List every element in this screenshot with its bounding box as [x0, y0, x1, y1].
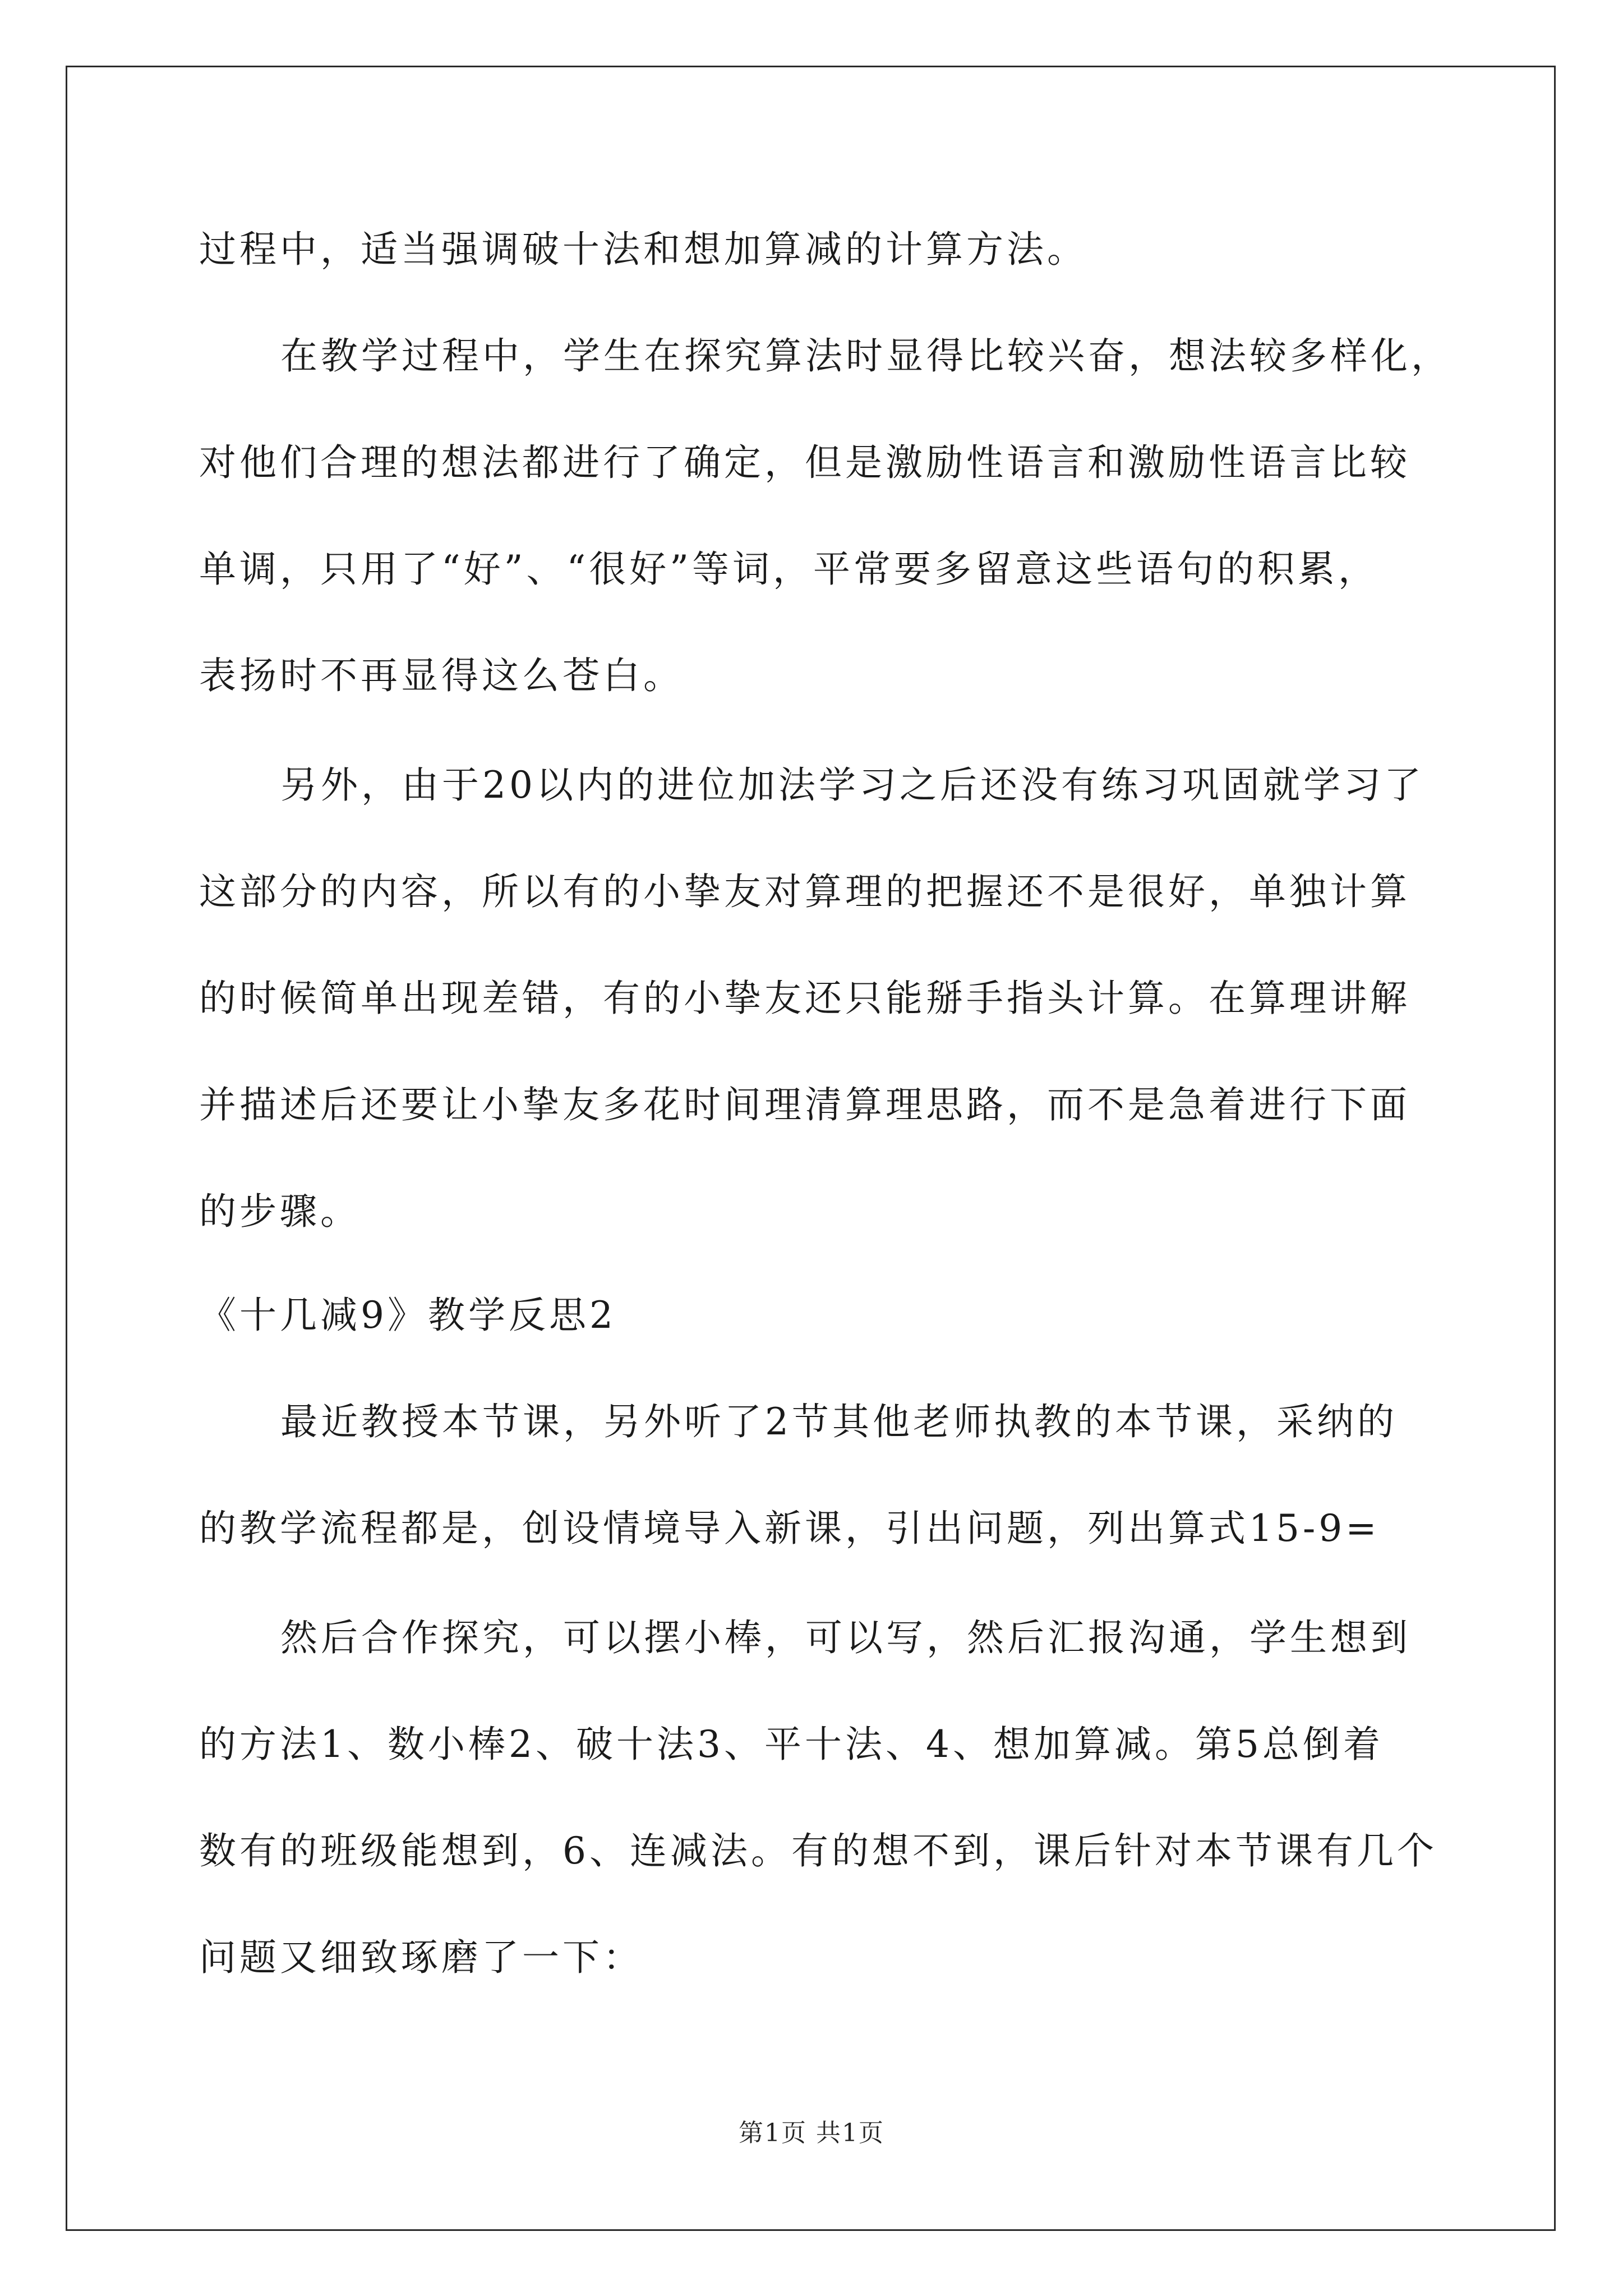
text-line: 另外，由于20以内的进位加法学习之后还没有练习巩固就学习了 [280, 763, 1424, 807]
section-heading: 《十几减9》教学反思2 [199, 1294, 616, 1337]
text-line: 在教学过程中，学生在探究算法时显得比较兴奋，想法较多样化， [280, 334, 1451, 378]
text-line: 表扬时不再显得这么苍白。 [199, 654, 684, 697]
text-line: 问题又细致琢磨了一下： [199, 1936, 643, 1979]
text-line: 的步骤。 [199, 1190, 361, 1233]
text-line: 数有的班级能想到，6、连减法。有的想不到，课后针对本节课有几个 [199, 1829, 1437, 1872]
page-border [66, 66, 1556, 2231]
text-line: 的教学流程都是，创设情境导入新课，引出问题，列出算式15-9= [199, 1507, 1380, 1550]
page-footer: 第1页 共1页 [739, 2119, 884, 2147]
text-line: 对他们合理的想法都进行了确定，但是激励性语言和激励性语言比较 [199, 441, 1410, 484]
text-line: 然后合作探究，可以摆小棒，可以写，然后汇报沟通，学生想到 [280, 1616, 1411, 1659]
text-line: 最近教授本节课，另外听了2节其他老师执教的本节课，采纳的 [280, 1400, 1398, 1443]
text-line: 这部分的内容，所以有的小挚友对算理的把握还不是很好，单独计算 [199, 870, 1410, 913]
text-line: 的时候简单出现差错，有的小挚友还只能掰手指头计算。在算理讲解 [199, 977, 1410, 1020]
text-line: 并描述后还要让小挚友多花时间理清算理思路，而不是急着进行下面 [199, 1083, 1410, 1126]
text-line: 过程中，适当强调破十法和想加算减的计算方法。 [199, 228, 1087, 271]
text-line: 的方法1、数小棒2、破十法3、平十法、4、想加算减。第5总倒着 [199, 1723, 1384, 1766]
text-line: 单调，只用了“好”、“很好”等词，平常要多留意这些语句的积累， [199, 547, 1378, 591]
